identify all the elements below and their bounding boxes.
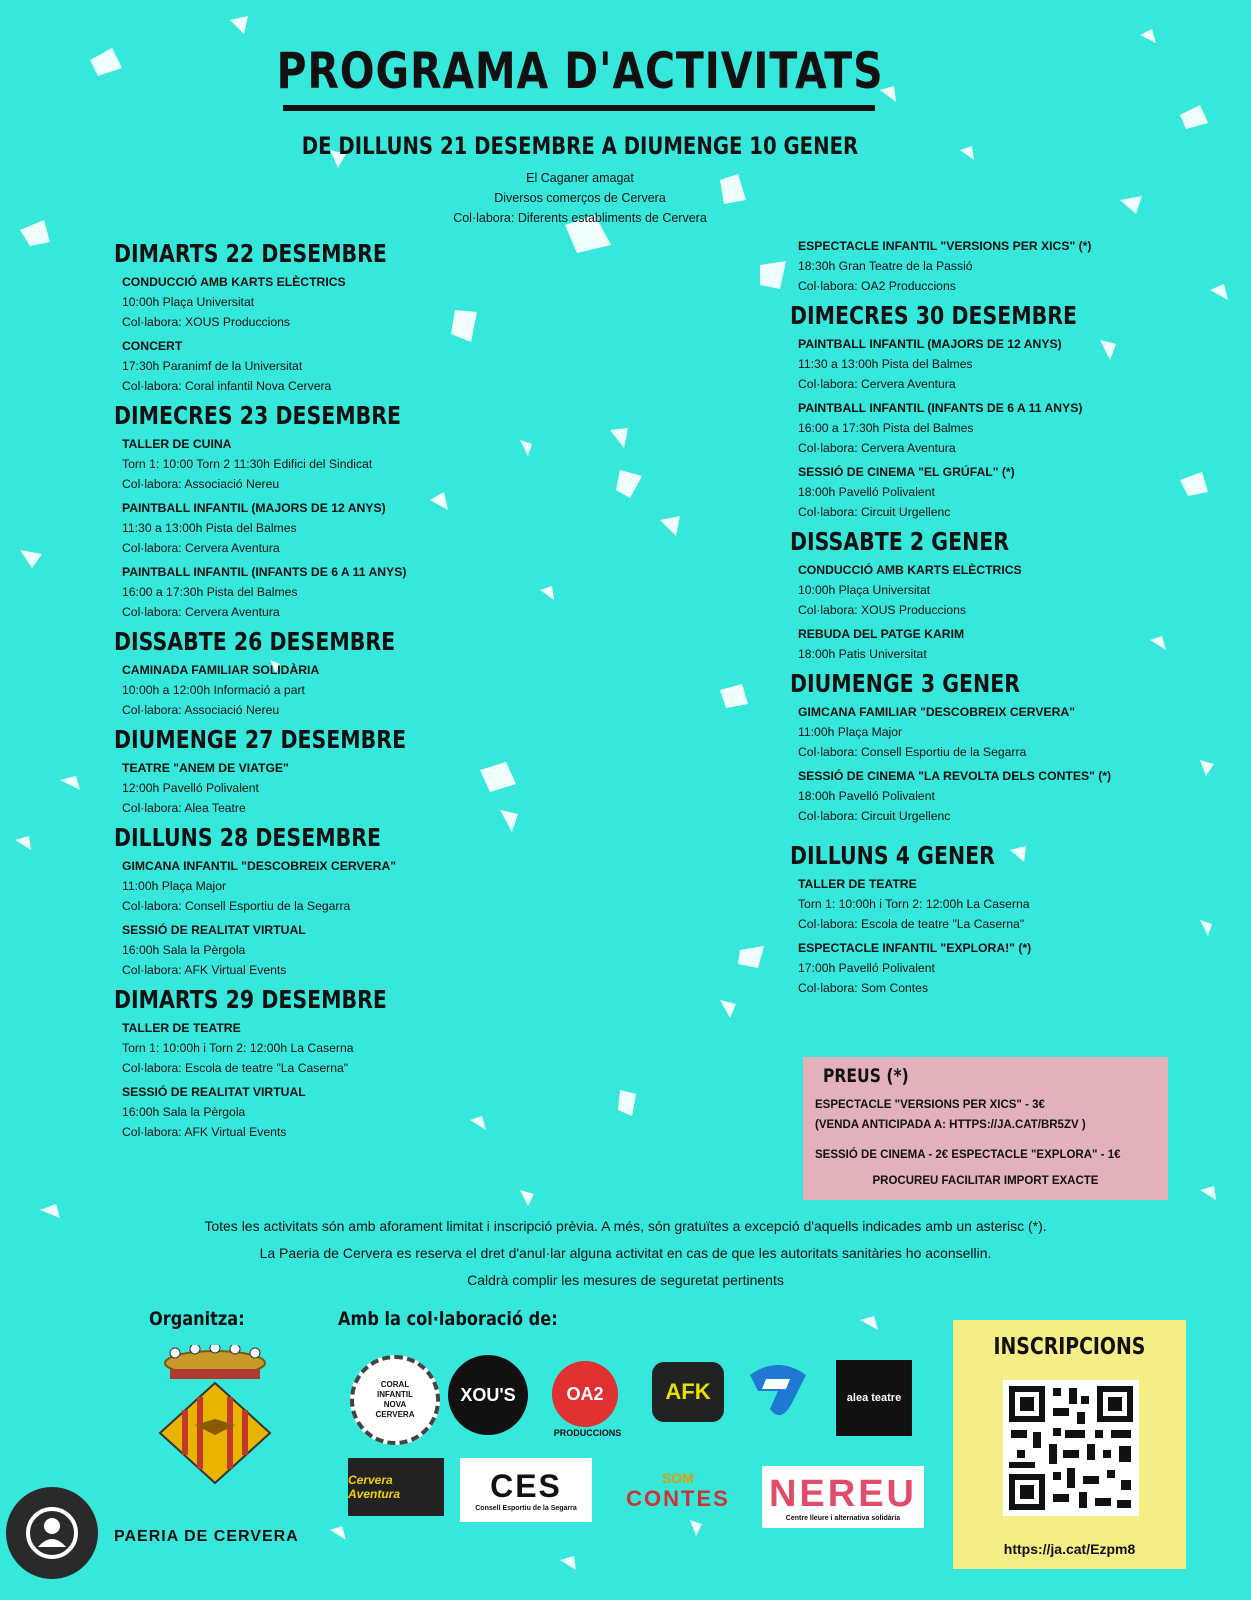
activity-when: 16:00 a 17:30h Pista del Balmes [798, 421, 974, 435]
page-title: PROGRAMA D'ACTIVITATS [276, 42, 884, 100]
activity-name: GIMCANA FAMILIAR "DESCOBREIX CERVERA" [798, 705, 1075, 719]
organitza-label: Organitza: [149, 1308, 245, 1330]
activity [122, 1018, 470, 1078]
activity-name: PAINTBALL INFANTIL (INFANTS DE 6 A 11 ANYS) [798, 401, 1083, 415]
note-line: Totes les activitats són amb aforament limitat i inscripció prèvia. A més, són gratuïtes a excepció d'aquells indicades amb un asterisc (*). [204, 1218, 1047, 1234]
activity-name: PAINTBALL INFANTIL (MAJORS DE 12 ANYS) [122, 501, 386, 515]
activity-when: 17:00h Pavelló Polivalent [798, 961, 935, 975]
logo-text: CES [490, 1468, 562, 1504]
logo-alea-teatre: alea teatre [836, 1360, 912, 1436]
activity-name: SESSIÓ DE CINEMA "EL GRÚFAL" (*) [798, 465, 1015, 479]
day-heading: DIMECRES 23 DESEMBRE [114, 401, 402, 430]
day-heading: DILLUNS 4 GENER [790, 841, 995, 870]
day-block [790, 840, 1140, 998]
activity-name: TEATRE "ANEM DE VIATGE" [122, 761, 289, 775]
price-line: PROCUREU FACILITAR IMPORT EXACTE [872, 1175, 1099, 1187]
logo-oa2: OA2 [552, 1361, 618, 1427]
activity-when: 18:00h Pavelló Polivalent [798, 789, 935, 803]
activity-collab: Col·labora: Cervera Aventura [798, 377, 956, 391]
day-heading: DIMARTS 29 DESEMBRE [114, 985, 387, 1014]
logo-text: INFANTIL [377, 1390, 413, 1399]
activity-name: CONDUCCIÓ AMB KARTS ELÈCTRICS [122, 275, 346, 289]
inscripcions-box [953, 1320, 1186, 1569]
day-heading: DIMECRES 30 DESEMBRE [790, 301, 1078, 330]
day-block [790, 526, 1140, 664]
intro-line: Col·labora: Diferents establiments de Cervera [453, 211, 707, 225]
prices-box [803, 1057, 1168, 1200]
intro-line: Diversos comerços de Cervera [494, 191, 666, 205]
activity [122, 920, 470, 980]
profile-avatar[interactable] [6, 1487, 98, 1579]
inscripcions-title: INSCRIPCIONS [993, 1334, 1146, 1360]
activity-when: 10:00h Plaça Universitat [798, 583, 931, 597]
day-block [790, 300, 1140, 522]
activity-collab: Col·labora: Cervera Aventura [122, 541, 280, 555]
activity-collab: Col·labora: XOUS Produccions [122, 315, 290, 329]
activity [122, 562, 470, 622]
price-line: (VENDA ANTICIPADA A: HTTPS://JA.CAT/BR5ZV ) [815, 1119, 1086, 1131]
activity [798, 874, 1140, 934]
logo-text: SOM [662, 1470, 694, 1486]
activity-collab: Col·labora: OA2 Produccions [798, 279, 956, 293]
activity-when: Torn 1: 10:00h i Torn 2: 12:00h La Caserna [122, 1041, 354, 1055]
day-block [790, 668, 1140, 826]
right-schedule-column [790, 236, 1140, 1002]
prices-title: PREUS (*) [823, 1065, 909, 1087]
activity-collab: Col·labora: XOUS Produccions [798, 603, 966, 617]
logo-text: CONTES [626, 1486, 730, 1511]
activity-name: REBUDA DEL PATGE KARIM [798, 627, 965, 641]
activity-name: PAINTBALL INFANTIL (INFANTS DE 6 A 11 ANYS) [122, 565, 407, 579]
activity-when: 18:00h Pavelló Polivalent [798, 485, 935, 499]
activity-name: CAMINADA FAMILIAR SOLIDÀRIA [122, 663, 320, 677]
activity [798, 624, 1140, 664]
day-heading: DIMARTS 22 DESEMBRE [114, 239, 387, 268]
activity-when: 11:30 a 13:00h Pista del Balmes [798, 357, 973, 371]
activity [798, 334, 1140, 394]
activity-when: 16:00h Sala la Pèrgola [122, 943, 246, 957]
logo-xous: XOU'S [448, 1355, 528, 1435]
logo-blue-mark-icon [742, 1355, 814, 1427]
activity-when: 10:00h Plaça Universitat [122, 295, 255, 309]
activity-name: ESPECTACLE INFANTIL "EXPLORA!" (*) [798, 941, 1032, 955]
day-heading: DILLUNS 28 DESEMBRE [114, 823, 382, 852]
activity-name: SESSIÓ DE REALITAT VIRTUAL [122, 1085, 306, 1099]
activity [122, 434, 470, 494]
activity-collab: Col·labora: Associació Nereu [122, 703, 280, 717]
activity [122, 856, 470, 916]
activity [798, 560, 1140, 620]
price-line: ESPECTACLE "VERSIONS PER XICS" - 3€ [815, 1099, 1045, 1111]
day-heading: DIUMENGE 3 GENER [790, 669, 1020, 698]
activity [122, 660, 470, 720]
title-underline [283, 105, 875, 111]
price-line: SESSIÓ DE CINEMA - 2€ ESPECTACLE "EXPLORA" - 1€ [815, 1149, 1121, 1161]
note-line: Caldrà complir les mesures de seguretat pertinents [467, 1272, 784, 1288]
activity-name: CONDUCCIÓ AMB KARTS ELÈCTRICS [798, 563, 1022, 577]
activity-collab: Col·labora: Consell Esportiu de la Segarra [798, 745, 1027, 759]
activity-when: 12:00h Pavelló Polivalent [122, 781, 259, 795]
activity-when: Torn 1: 10:00h i Torn 2: 12:00h La Caserna [798, 897, 1030, 911]
activity-collab: Col·labora: Cervera Aventura [122, 605, 280, 619]
activity-when: 11:30 a 13:00h Pista del Balmes [122, 521, 297, 535]
logo-nereu [762, 1466, 924, 1528]
logo-text: CORAL [380, 1380, 410, 1389]
activity [798, 702, 1140, 762]
activity-collab: Col·labora: Consell Esportiu de la Segarra [122, 899, 351, 913]
activity-when: Torn 1: 10:00 Torn 2 11:30h Edifici del Sindicat [122, 457, 373, 471]
activity [122, 1082, 470, 1142]
activity-collab: Col·labora: Circuit Urgellenc [798, 505, 951, 519]
inscripcions-url[interactable]: https://ja.cat/Ezpm8 [1003, 1541, 1136, 1557]
activity-collab: Col·labora: Associació Nereu [122, 477, 280, 491]
activity-when: 17:30h Paranimf de la Universitat [122, 359, 303, 373]
activity [798, 236, 1140, 296]
activity-name: TALLER DE CUINA [122, 437, 232, 451]
activity-when: 10:00h a 12:00h Informació a part [122, 683, 305, 697]
logo-afk: AFK [652, 1362, 724, 1422]
activity [122, 336, 470, 396]
note-line: La Paeria de Cervera es reserva el dret d'anul·lar alguna activitat en cas de que les autoritats sanitàries ho aconsellin. [259, 1245, 992, 1261]
activity-name: PAINTBALL INFANTIL (MAJORS DE 12 ANYS) [798, 337, 1062, 351]
activity-when: 16:00 a 17:30h Pista del Balmes [122, 585, 298, 599]
activity-collab: Col·labora: Coral infantil Nova Cervera [122, 379, 332, 393]
activity-when: 16:00h Sala la Pèrgola [122, 1105, 246, 1119]
activity-when: 18:00h Patis Universitat [798, 647, 927, 661]
activity-collab: Col·labora: Circuit Urgellenc [798, 809, 951, 823]
coat-of-arms-icon [150, 1345, 280, 1485]
activity-name: TALLER DE TEATRE [798, 877, 917, 891]
activity-name: SESSIÓ DE CINEMA "LA REVOLTA DELS CONTES" (*) [798, 769, 1112, 783]
activity-when: 18:30h Gran Teatre de la Passió [798, 259, 973, 273]
activity [798, 462, 1140, 522]
logo-text: CERVERA [375, 1410, 415, 1419]
activity-collab: Col·labora: Cervera Aventura [798, 441, 956, 455]
logo-cervera-aventura: Cervera Aventura [348, 1458, 444, 1516]
day-block [114, 822, 470, 980]
logo-oa2-sub: PRODUCCIONS [553, 1428, 622, 1438]
intro-line: El Caganer amagat [526, 171, 634, 185]
logo-text: Consell Esportiu de la Segarra [475, 1505, 577, 1512]
day-block [114, 626, 470, 720]
activity [122, 272, 470, 332]
activity-name: CONCERT [122, 339, 183, 353]
activity [122, 498, 470, 558]
activity-name: ESPECTACLE INFANTIL "VERSIONS PER XICS" (*) [798, 239, 1092, 253]
activity-collab: Col·labora: Escola de teatre "La Caserna" [798, 917, 1025, 931]
collaboration-label: Amb la col·laboració de: [338, 1308, 558, 1330]
activity-name: SESSIÓ DE REALITAT VIRTUAL [122, 923, 306, 937]
paeria-label: PAERIA DE CERVERA [114, 1528, 299, 1545]
activity [798, 398, 1140, 458]
activity-collab: Col·labora: Som Contes [798, 981, 929, 995]
day-block [114, 400, 470, 622]
qr-code-icon[interactable] [1003, 1380, 1139, 1516]
activity-collab: Col·labora: AFK Virtual Events [122, 1125, 287, 1139]
activity-collab: Col·labora: Alea Teatre [122, 801, 246, 815]
logo-text: Centre lleure i alternativa solidària [785, 1514, 901, 1522]
logo-coral-infantil [350, 1355, 440, 1445]
activity-name: GIMCANA INFANTIL "DESCOBREIX CERVERA" [122, 859, 397, 873]
activity-collab: Col·labora: Escola de teatre "La Caserna" [122, 1061, 349, 1075]
page-subtitle: DE DILLUNS 21 DESEMBRE A DIUMENGE 10 GENER [301, 132, 859, 160]
day-heading: DISSABTE 2 GENER [790, 527, 1010, 556]
person-avatar-icon [6, 1487, 98, 1579]
logo-text: NEREU [768, 1472, 918, 1515]
left-schedule-column [114, 234, 470, 1146]
logo-text: NOVA [383, 1400, 407, 1409]
activity-when: 11:00h Plaça Major [122, 879, 227, 893]
activity-name: TALLER DE TEATRE [122, 1021, 241, 1035]
day-heading: DISSABTE 26 DESEMBRE [114, 627, 396, 656]
activity-collab: Col·labora: AFK Virtual Events [122, 963, 287, 977]
day-block [114, 984, 470, 1142]
activity [122, 758, 470, 818]
logo-ces [460, 1458, 592, 1522]
activity-when: 11:00h Plaça Major [798, 725, 903, 739]
day-block [114, 724, 470, 818]
activity [798, 766, 1140, 826]
intro-block [0, 168, 1160, 228]
day-block [114, 238, 470, 396]
day-heading: DIUMENGE 27 DESEMBRE [114, 725, 407, 754]
logo-som-contes [606, 1460, 750, 1522]
activity [798, 938, 1140, 998]
